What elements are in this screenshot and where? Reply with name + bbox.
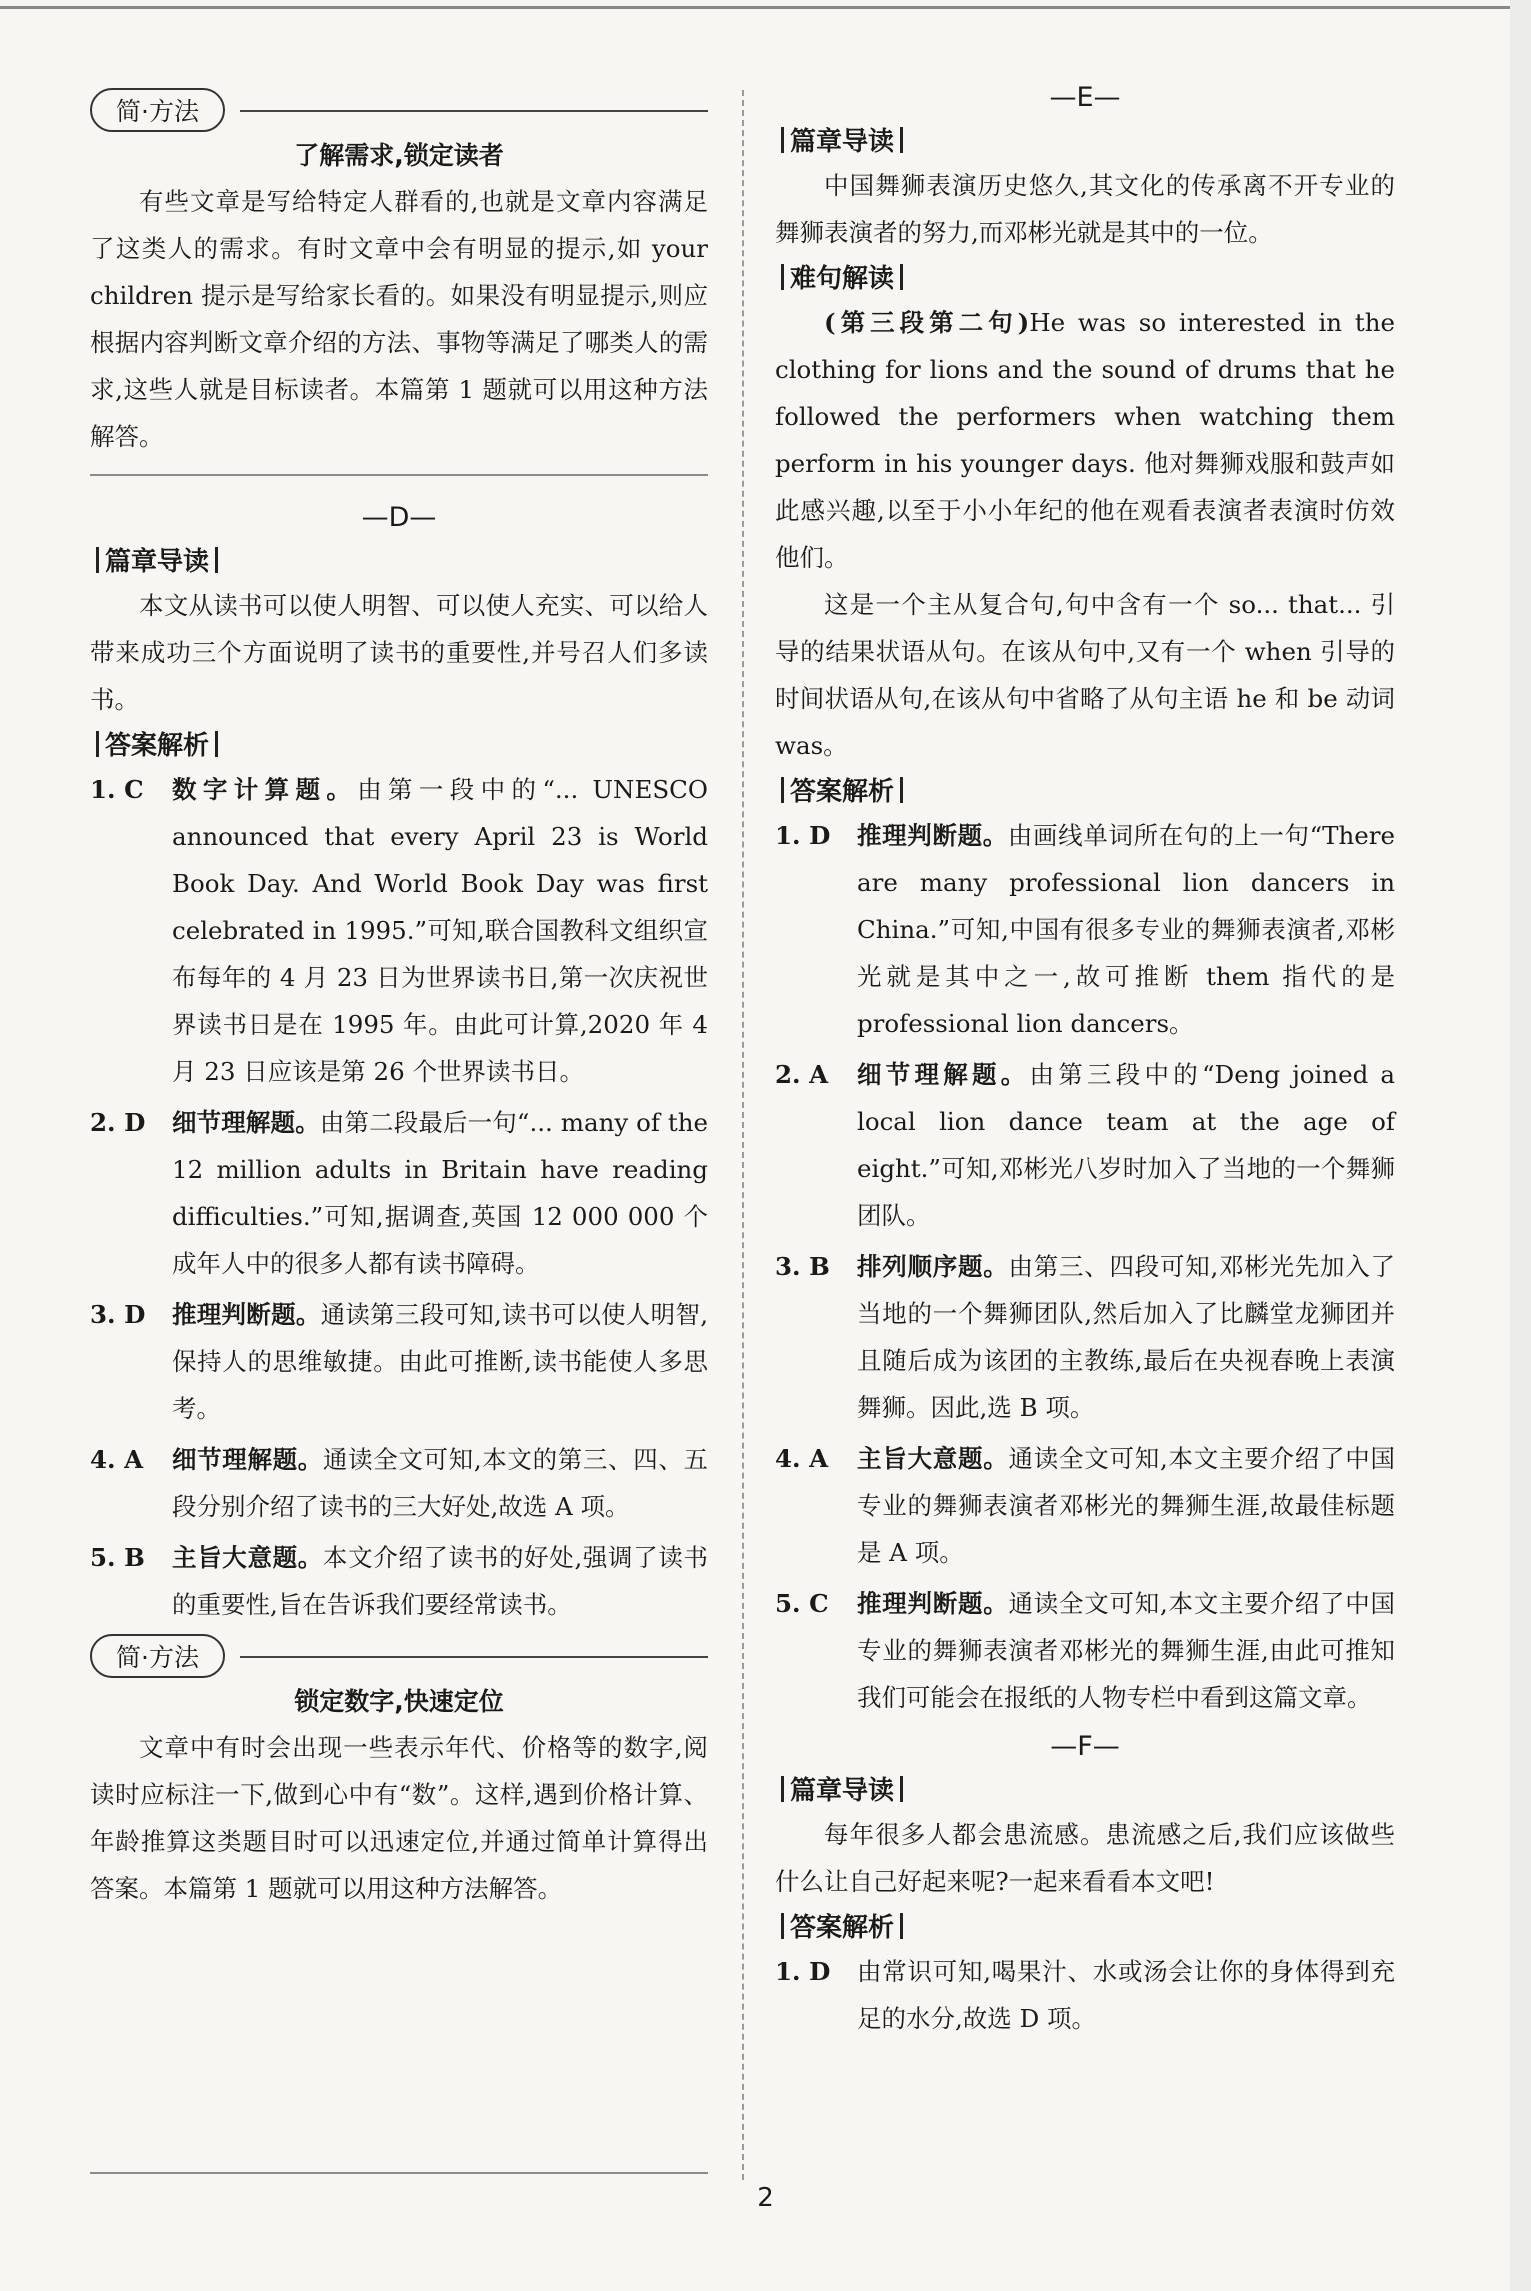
bottom-divider (90, 2172, 708, 2174)
difficult-sentence-heading: 难句解读 (775, 258, 1395, 295)
guide-text: 本文从读书可以使人明智、可以使人充实、可以给人带来成功三个方面说明了读书的重要性,并号召人们多读书。 (90, 591, 708, 714)
answer-number: 3. B (775, 1252, 830, 1281)
answer-item (90, 1099, 708, 1287)
answer-item (775, 1243, 1395, 1431)
answer-item (90, 1291, 708, 1432)
answer-explanation: 推理判断题。通读第三段可知,读书可以使人明智,保持人的思维敏捷。由此可推断,读书能使人多思考。 (172, 1300, 709, 1423)
guide-heading: 篇章导读 (775, 121, 1395, 158)
answers-heading: 答案解析 (90, 725, 708, 762)
guide-heading: 篇章导读 (775, 1770, 1395, 1807)
difficult-sentence: (第三段第二句)He was so interested in the clothing for lions and the sound of drums that he followed the performers when watching them perform in his younger days. 他对舞狮戏服和鼓声如此感兴趣,以至于小小年纪的他在观看表演者表演时仿效他们。 (775, 308, 1395, 572)
section-letter-f: —F— (1050, 1731, 1120, 1762)
answer-item (775, 1435, 1395, 1576)
answer-explanation: 细节理解题。由第三段中的“Deng joined a local lion dance team at the age of eight.”可知,邓彬光八岁时加入了当地的一个舞狮团队。 (857, 1060, 1395, 1230)
answer-number: 2. D (90, 1108, 146, 1137)
method-rule (240, 1656, 708, 1658)
method-tag: 简·方法 (90, 88, 225, 132)
answer-number: 5. B (90, 1543, 145, 1572)
answer-number: 4. A (90, 1445, 144, 1474)
answer-item (775, 1051, 1395, 1239)
answers-heading: 答案解析 (775, 771, 1395, 808)
method-rule (240, 110, 708, 112)
section-divider (90, 474, 708, 476)
answer-number: 1. D (775, 821, 831, 850)
answer-number: 3. D (90, 1300, 146, 1329)
answer-explanation: 细节理解题。由第二段最后一句“... many of the 12 million adults in Britain have reading difficulties.”可知,据调查,英国 12 000 000 个成年人中的很多人都有读书障碍。 (172, 1108, 708, 1278)
answer-explanation: 主旨大意题。本文介绍了读书的好处,强调了读书的重要性,旨在告诉我们要经常读书。 (172, 1543, 708, 1619)
difficult-sentence-note: 这是一个主从复合句,句中含有一个 so... that... 引导的结果状语从句。在该从句中,又有一个 when 引导的时间状语从句,在该从句中省略了从句主语 he 和 be 动词 was。 (775, 590, 1395, 760)
method-tag: 简·方法 (90, 1634, 225, 1678)
method-body: 文章中有时会出现一些表示年代、价格等的数字,阅读时应标注一下,做到心中有“数”。这样,遇到价格计算、年龄推算这类题目时可以迅速定位,并通过简单计算得出答案。本篇第 1 题就可以用这种方法解答。 (90, 1733, 708, 1903)
answer-explanation: 主旨大意题。通读全文可知,本文主要介绍了中国专业的舞狮表演者邓彬光的舞狮生涯,故最佳标题是 A 项。 (857, 1444, 1396, 1567)
answer-explanation: 由常识可知,喝果汁、水或汤会让你的身体得到充足的水分,故选 D 项。 (857, 1957, 1395, 2033)
answer-item (775, 812, 1395, 1047)
page-right-edge (1510, 0, 1531, 2291)
guide-heading: 篇章导读 (90, 541, 708, 578)
guide-text: 中国舞狮表演历史悠久,其文化的传承离不开专业的舞狮表演者的努力,而邓彬光就是其中的一位。 (775, 171, 1395, 247)
method-title: 锁定数字,快速定位 (294, 1687, 504, 1716)
answer-item (775, 1580, 1395, 1721)
answer-number: 1. D (775, 1957, 831, 1986)
method-box-header (90, 88, 708, 128)
answer-explanation: 推理判断题。由画线单词所在句的上一句“There are many professional lion dancers in China.”可知,中国有很多专业的舞狮表演者,邓彬光就是其中之一,故可推断 them 指代的是 professional lion dancers。 (857, 821, 1396, 1038)
top-edge-line (0, 6, 1531, 9)
answer-number: 4. A (775, 1444, 829, 1473)
method-title: 了解需求,锁定读者 (294, 141, 504, 170)
answer-explanation: 数字计算题。由第一段中的“... UNESCO announced that every April 23 is World Book Day. And World Book Day was first celebrated in 1995.”可知,联合国教科文组织宣布每年的 4 月 23 日为世界读书日,第一次庆祝世界读书日是在 1995 年。由此可计算,2020 年 4 月 23 日应该是第 26 个世界读书日。 (172, 775, 708, 1086)
answer-explanation: 排列顺序题。由第三、四段可知,邓彬光先加入了当地的一个舞狮团队,然后加入了比麟堂龙狮团并且随后成为该团的主教练,最后在央视春晚上表演舞狮。因此,选 B 项。 (857, 1252, 1396, 1422)
answer-item (90, 766, 708, 1095)
answer-explanation: 推理判断题。通读全文可知,本文主要介绍了中国专业的舞狮表演者邓彬光的舞狮生涯,由此可推知我们可能会在报纸的人物专栏中看到这篇文章。 (857, 1589, 1396, 1712)
answer-item (775, 1948, 1395, 2042)
answer-number: 2. A (775, 1060, 829, 1089)
left-column (90, 82, 708, 1912)
method-box-header (90, 1634, 708, 1674)
column-divider (742, 90, 744, 2180)
answer-item (90, 1534, 708, 1628)
answer-item (90, 1436, 708, 1530)
right-column (775, 82, 1395, 2046)
guide-text: 每年很多人都会患流感。患流感之后,我们应该做些什么让自己好起来呢?一起来看看本文吧! (775, 1820, 1395, 1896)
section-letter-d: —D— (361, 502, 437, 533)
method-body: 有些文章是写给特定人群看的,也就是文章内容满足了这类人的需求。有时文章中会有明显的提示,如 your children 提示是写给家长看的。如果没有明显提示,则应根据内容判断文章介绍的方法、事物等满足了哪类人的需求,这些人就是目标读者。本篇第 1 题就可以用这种方法解答。 (90, 187, 708, 451)
answers-heading: 答案解析 (775, 1907, 1395, 1944)
section-letter-e: —E— (1049, 82, 1121, 113)
answer-explanation: 细节理解题。通读全文可知,本文的第三、四、五段分别介绍了读书的三大好处,故选 A 项。 (172, 1445, 708, 1521)
answer-number: 5. C (775, 1589, 829, 1618)
answer-number: 1. C (90, 775, 144, 804)
page-number: 2 (757, 2183, 774, 2213)
